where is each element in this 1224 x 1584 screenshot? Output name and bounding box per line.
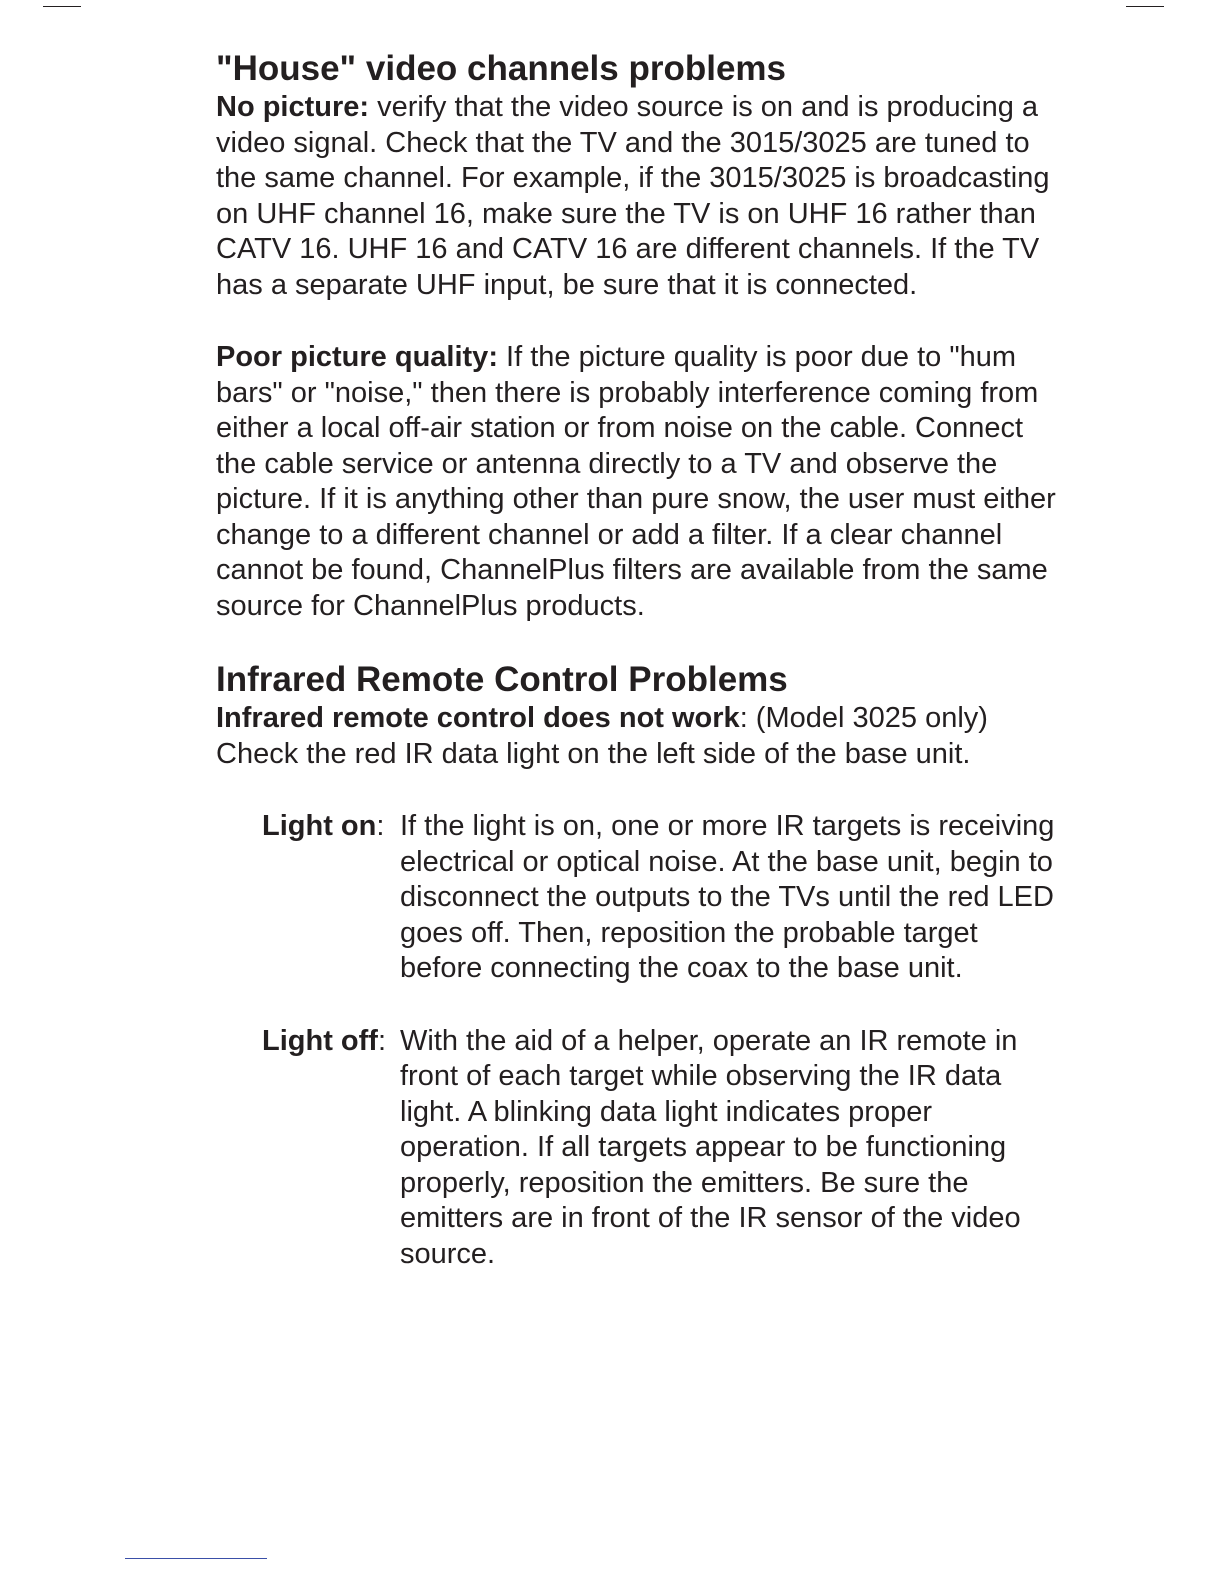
poor-picture-text: If the picture quality is poor due to "hum bars" or "noise," then there is probably interference coming from either a local off-air station or from noise on the cable. Connect the cable service or antenna directly to a TV and observe the picture. If it is anything other than pure snow, the user must either change to a different channel or add a filter. If a clear channel cannot be found, ChannelPlus filters are available from the same source for ChannelPlus products. (216, 341, 1056, 622)
infrared-intro-label: Infrared remote control does not work (216, 702, 740, 734)
light-off-item (216, 1024, 1066, 1273)
light-on-item (216, 809, 1066, 987)
light-on-colon: : (376, 810, 385, 842)
infrared-intro-suffix: : (Model 3025 only) (739, 702, 988, 734)
light-on-label: Light on (262, 810, 377, 842)
crop-mark-left (43, 6, 81, 7)
light-on-label-wrap (262, 809, 384, 845)
poor-picture-paragraph (216, 340, 1066, 624)
poor-picture-label: Poor picture quality: (216, 341, 498, 373)
infrared-heading: Infrared Remote Control Problems (216, 660, 788, 699)
house-video-heading: "House" video channels problems (216, 49, 786, 88)
crop-mark-right (1126, 6, 1164, 7)
infrared-intro-text: Check the red IR data light on the left side of the base unit. (216, 737, 971, 770)
light-off-label-wrap (262, 1024, 386, 1060)
light-off-label: Light off (262, 1024, 378, 1057)
no-picture-label: No picture: (216, 91, 370, 123)
no-picture-text: verify that the video source is on and is producing a video signal. Check that the TV and the 3015/3025 are tuned to the same channel. For example, if the 3015/3025 is broadcasting on UHF channel 16, make sure the TV is on UHF 16 rather than CATV 16. UHF 16 and CATV 16 are different channels. If the TV has a separate UHF input, be sure that it is connected. (216, 91, 1050, 301)
no-picture-paragraph (216, 90, 1066, 303)
light-on-text: If the light is on, one or more IR targets is receiving electrical or optical noise. At the base unit, begin to disconnect the outputs to the TVs until the red LED goes off. Then, reposition the probable target before connecting the coax to the base unit. (400, 810, 1055, 984)
infrared-intro-paragraph (216, 701, 1066, 772)
footer-rule (125, 1558, 267, 1559)
page-content (216, 48, 1066, 1272)
light-off-colon: : (377, 1024, 387, 1057)
light-off-text: With the aid of a helper, operate an IR remote in front of each target while observing the IR data light. A blinking data light indicates proper operation. If all targets appear to be functioning properly, reposition the emitters. Be sure the emitters are in front of the IR sensor of the video source. (400, 1024, 1021, 1270)
